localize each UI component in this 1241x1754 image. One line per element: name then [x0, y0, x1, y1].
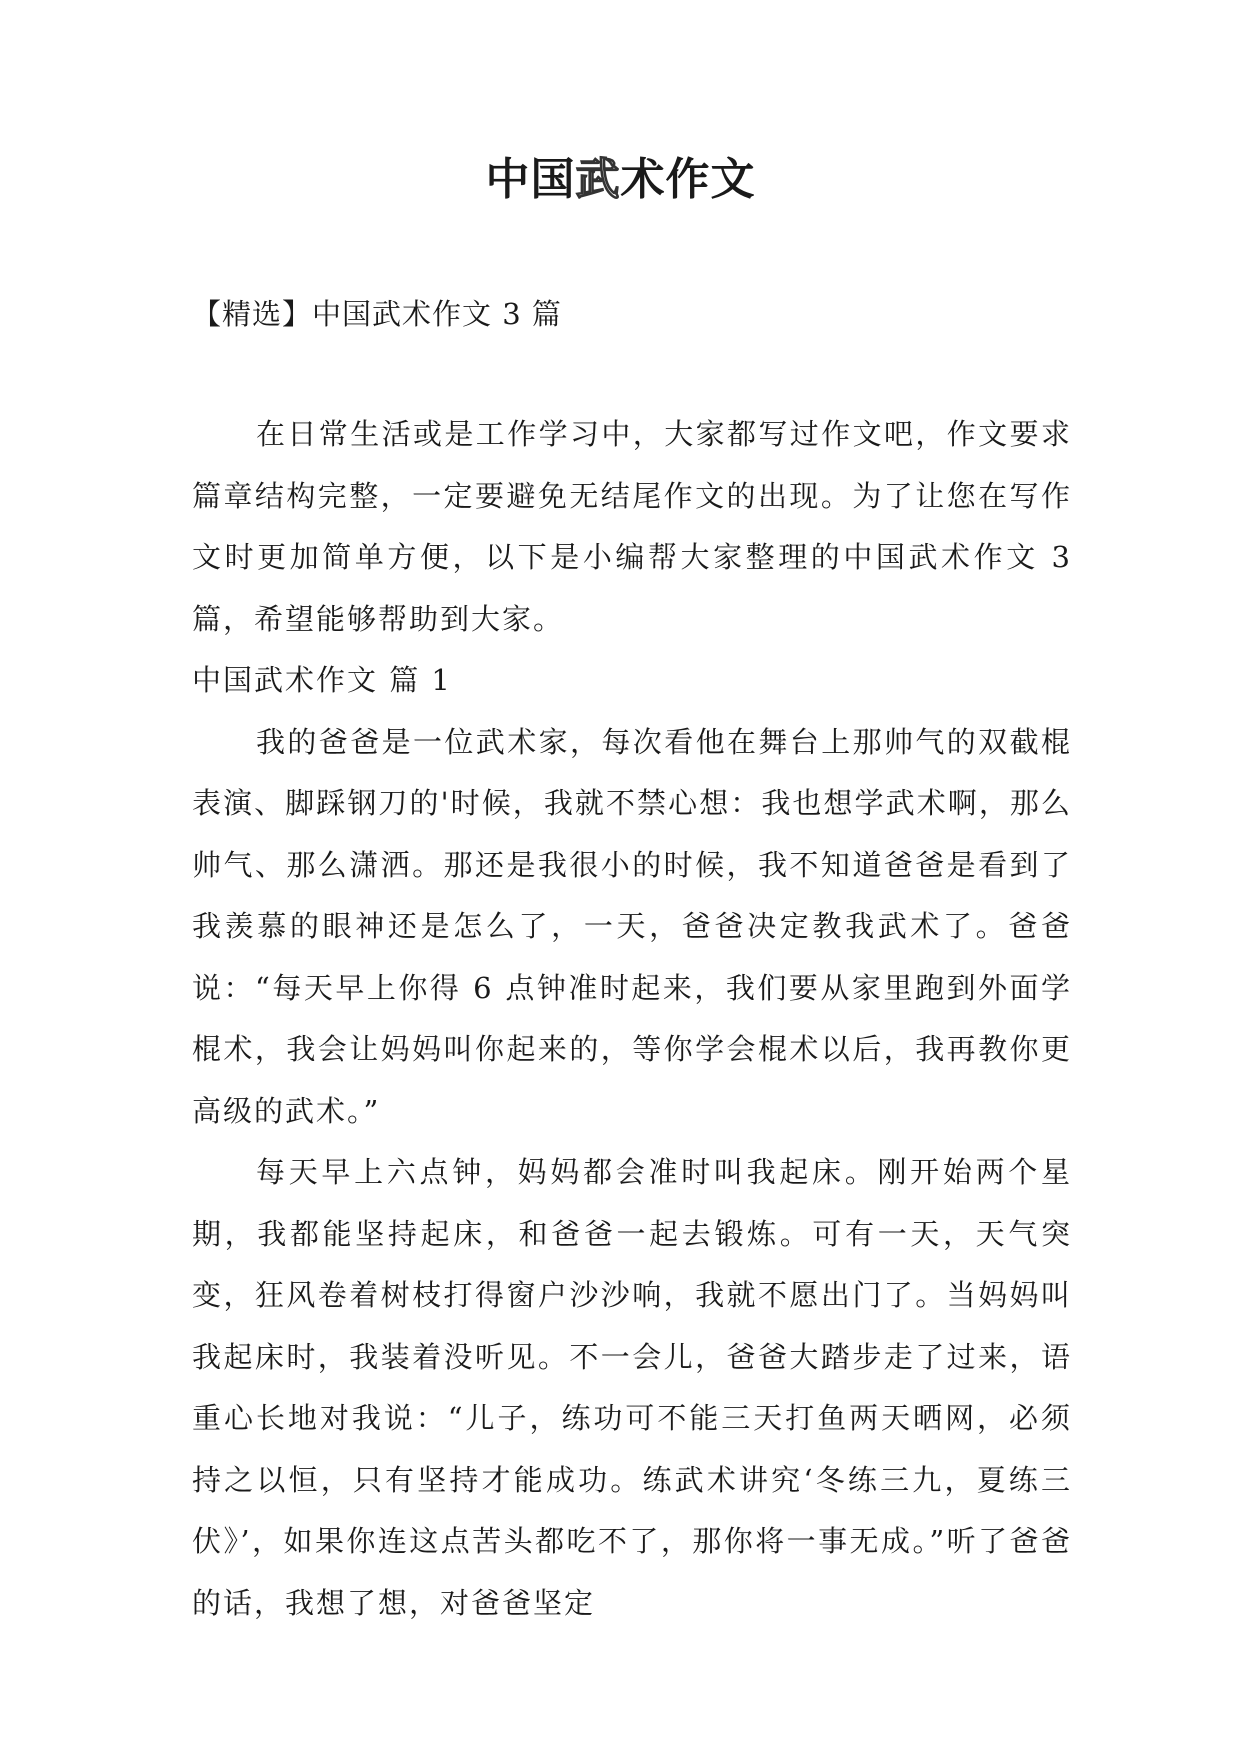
title-part-1: 中国 — [485, 154, 576, 205]
document-body — [192, 404, 1072, 1634]
title-part-2: 武 — [575, 154, 621, 205]
body-paragraph-2: 每天早上六点钟，妈妈都会准时叫我起床。刚开始两个星期，我都能坚持起床，和爸爸一起去锻炼。可有一天，天气突变，狂风卷着树枝打得窗户沙沙响，我就不愿出门了。当妈妈叫我起床时，我装着没听见。不一会儿，爸爸大踏步走了过来，语重心长地对我说：“儿子，练功可不能三天打鱼两天晒网，必须持之以恒，只有坚持才能成功。练武术讲究‘冬练三九，夏练三伏》’，如果你连这点苦头都吃不了，那你将一事无成。”听了爸爸的话，我想了想，对爸爸坚定 — [192, 1155, 1072, 1620]
section-heading: 中国武术作文 篇 1 — [192, 663, 452, 697]
body-paragraph-1: 我的爸爸是一位武术家，每次看他在舞台上那帅气的双截棍表演、脚踩钢刀的'时候，我就不禁心想：我也想学武术啊，那么帅气、那么潇洒。那还是我很小的时候，我不知道爸爸是看到了我羡慕的眼神还是怎么了，一天，爸爸决定教我武术了。爸爸说：“每天早上你得 6 点钟准时起来，我们要从家里跑到外面学棍术，我会让妈妈叫你起来的，等你学会棍术以后，我再教你更高级的武术。” — [192, 724, 1072, 1128]
title-part-3: 术作文 — [620, 154, 756, 205]
document-title — [0, 150, 1241, 210]
document-subtitle: 【精选】中国武术作文 3 篇 — [192, 297, 562, 331]
intro-paragraph: 在日常生活或是工作学习中，大家都写过作文吧，作文要求篇章结构完整，一定要避免无结尾作文的出现。为了让您在写作文时更加简单方便，以下是小编帮大家整理的中国武术作文 3 篇，希望能够帮助到大家。 — [192, 417, 1072, 636]
